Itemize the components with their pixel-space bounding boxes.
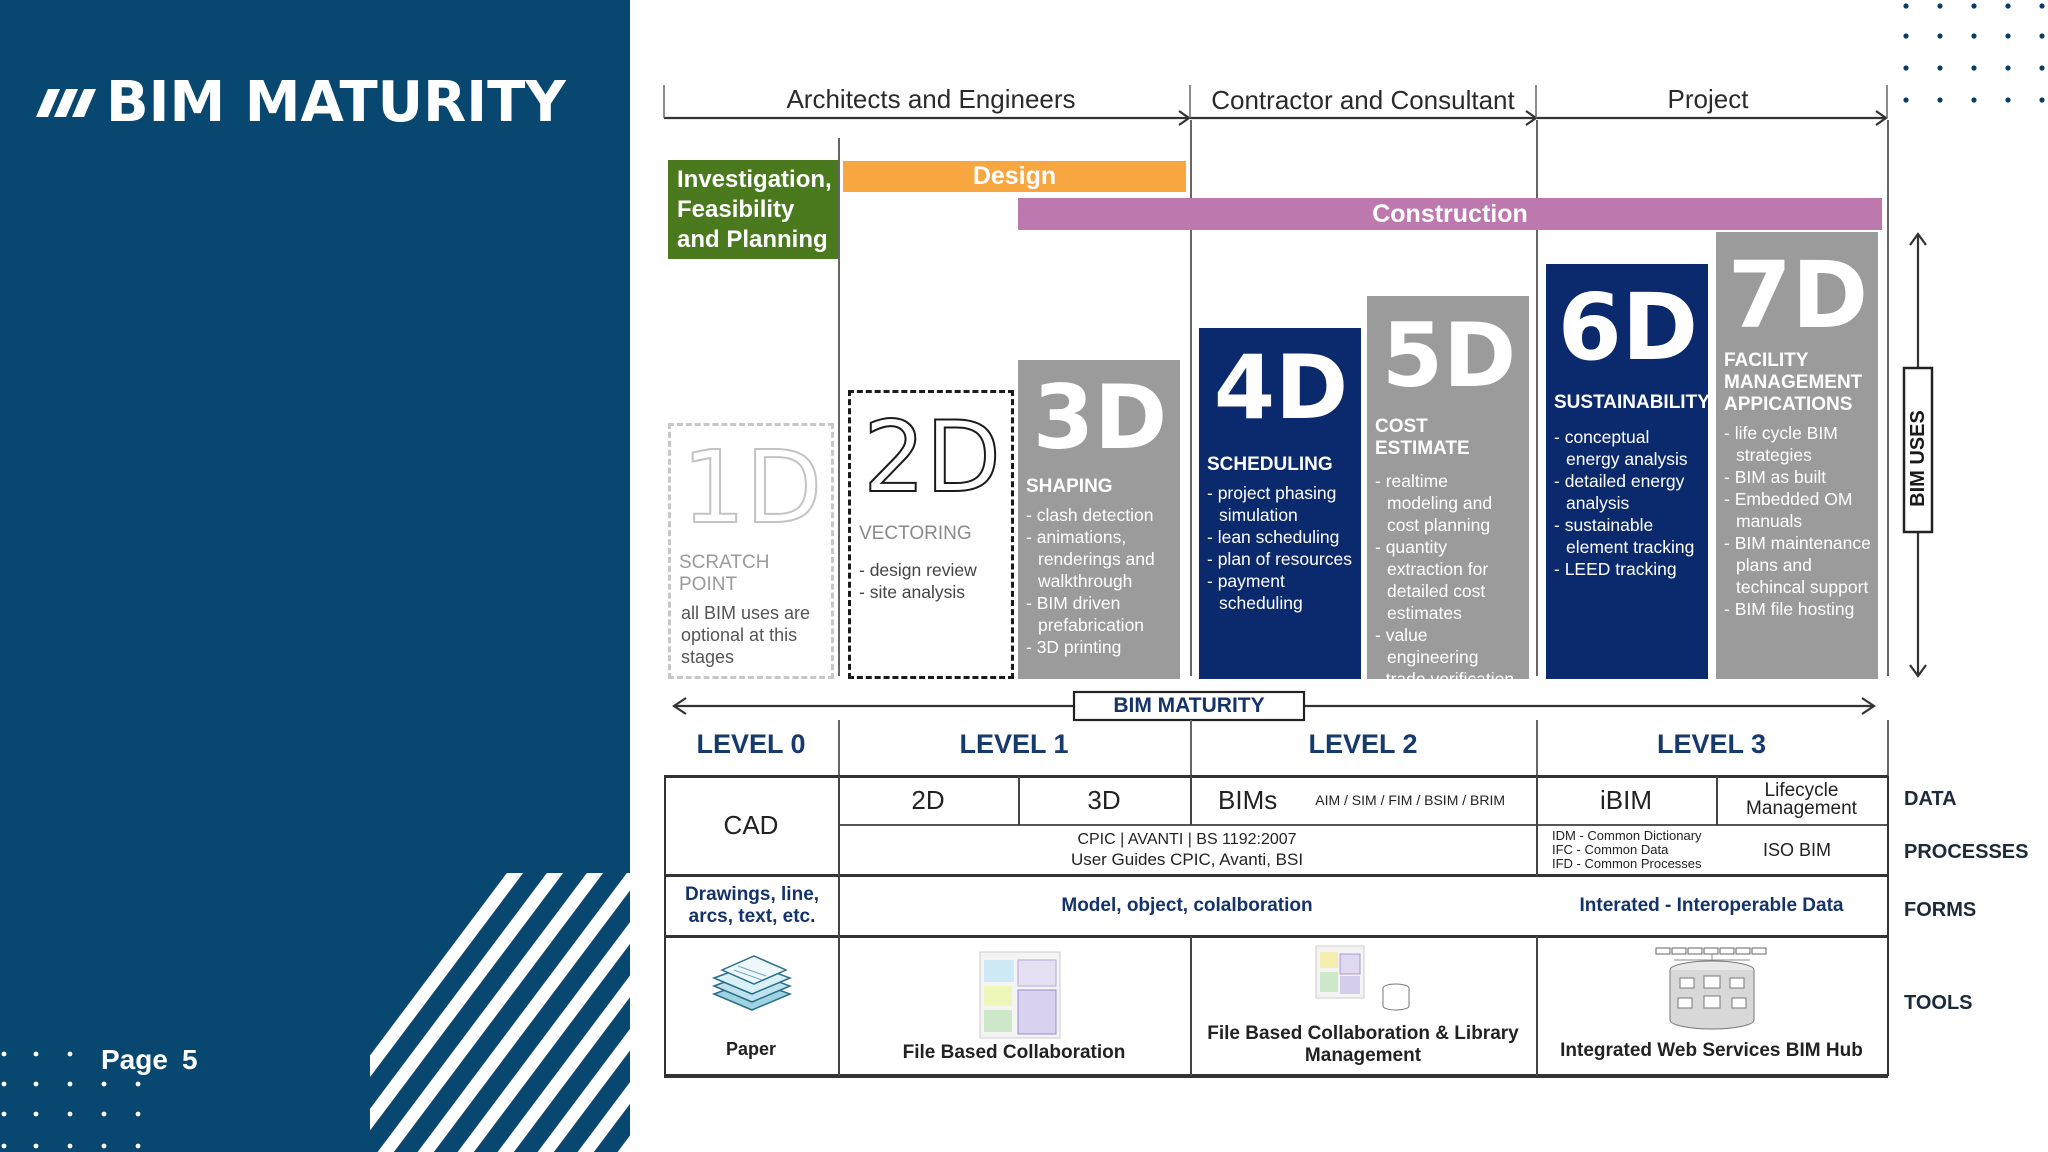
card-7d (1716, 232, 1878, 679)
card-5d-item: - value engineering (1375, 624, 1523, 668)
library-management-icon (1314, 944, 1424, 1014)
page-indicator (101, 1044, 198, 1076)
bim-uses-label-wrap (1890, 376, 1946, 540)
card-5d-item: - trade verification (1375, 668, 1523, 690)
column-guide (1887, 120, 1889, 676)
row-label-tools: TOOLS (1904, 992, 1973, 1014)
forms-l3: Interated - Interoperable Data (1579, 895, 1844, 916)
table-border (664, 935, 1888, 938)
card-6d-list (1554, 426, 1702, 580)
slash-stripes-icon (34, 85, 98, 121)
data-2d: 2D (911, 784, 945, 815)
processes-l12 (838, 826, 1536, 874)
card-6d-item: - sustainable element tracking (1554, 514, 1702, 558)
column-guide (1536, 720, 1538, 776)
card-4d-item: - plan of resources (1207, 548, 1355, 570)
processes-iso: ISO BIM (1762, 839, 1831, 860)
processes-l3-item: IFC - Common Data (1552, 842, 1669, 857)
card-4d-item: - project phasing simulation (1207, 482, 1355, 526)
card-4d-list (1207, 482, 1355, 614)
card-3d-item: - clash detection (1026, 504, 1174, 526)
level-1: LEVEL 1 (959, 729, 1069, 759)
level-3: LEVEL 3 (1656, 729, 1767, 759)
tool-library-management: File Based Collaboration & Library Management (1207, 1023, 1519, 1066)
table-border (664, 1074, 1888, 1078)
phase-arrows (664, 80, 1894, 130)
level-0: LEVEL 0 (696, 729, 806, 759)
card-3d-title: 3D (1032, 366, 1168, 469)
bim-maturity-diagram (664, 0, 2029, 1100)
data-lifecycle: Lifecycle Management (1746, 780, 1857, 819)
stage-investigation (668, 160, 838, 259)
phase-contractor: Contractor and Consultant (1211, 85, 1515, 115)
processes-l12-line2: User Guides CPIC, Avanti, BSI (1070, 850, 1304, 869)
column-guide (838, 720, 840, 776)
card-4d-item: - lean scheduling (1207, 526, 1355, 548)
card-3d-item: - 3D printing (1026, 636, 1174, 658)
phase-project: Project (1667, 84, 1749, 114)
stage-investigation-label: Investigation, Feasibility and Planning (677, 165, 832, 253)
page-number: 5 (181, 1044, 198, 1075)
card-5d-item: - realtime modeling and cost planning (1375, 470, 1523, 536)
card-3d (1018, 360, 1180, 679)
card-5d-item: - quantity extraction for detailed cost estimates (1375, 536, 1523, 624)
data-bims-sub: AIM / SIM / FIM / BSIM / BRIM (1315, 792, 1506, 808)
bim-maturity-label: BIM MATURITY (1113, 694, 1265, 717)
slide-title: BIM MATURITY (106, 70, 566, 135)
data-bims-label: BIMs (1218, 784, 1278, 815)
card-7d-item: - life cycle BIM strategies (1724, 422, 1872, 466)
card-4d-heading: SCHEDULING (1207, 454, 1333, 475)
column-guide (1190, 720, 1192, 776)
column-guide (838, 138, 840, 676)
level-2: LEVEL 2 (1308, 729, 1418, 759)
diagonal-stripes-decoration (370, 873, 630, 1152)
page-label: Page (101, 1044, 168, 1075)
data-3d: 3D (1087, 784, 1121, 815)
card-7d-heading: FACILITY MANAGEMENT APPICATIONS (1724, 350, 1863, 415)
data-cad: CAD (723, 809, 779, 840)
table-border (1887, 776, 1889, 1076)
bim-uses-label: BIM USES (1906, 409, 1929, 507)
card-7d-item: - BIM as built (1724, 466, 1872, 488)
card-2d-item: - site analysis (859, 581, 1005, 603)
card-6d-title: 6D (1557, 274, 1699, 381)
bim-hub-server-icon (1654, 944, 1774, 1034)
card-3d-item: - animations, renderings and walkthrough (1026, 526, 1174, 592)
card-6d (1546, 264, 1708, 679)
card-5d (1367, 296, 1529, 733)
card-3d-list (1026, 504, 1174, 658)
card-7d-item: - Embedded OM manuals (1724, 488, 1872, 532)
card-5d-item: - prefabrication solution (1375, 690, 1523, 734)
card-7d-title: 7D (1727, 242, 1869, 349)
stage-construction-label: Construction (1372, 199, 1528, 228)
processes-l3-list (1552, 829, 1742, 871)
stage-construction (1018, 198, 1882, 230)
card-6d-item: - conceptual energy analysis (1554, 426, 1702, 470)
forms-l12: Model, object, colalboration (1061, 895, 1313, 916)
card-6d-heading: SUSTAINABILITY (1554, 392, 1710, 413)
card-7d-item: - BIM maintenance plans and techincal support (1724, 532, 1872, 598)
processes-l3-item: IDM - Common Dictionary (1552, 828, 1702, 843)
column-guide (1887, 720, 1889, 776)
title-row (34, 70, 566, 135)
tool-paper: Paper (725, 1038, 777, 1059)
card-2d-title: 2D (863, 401, 1001, 515)
card-6d-item: - detailed energy analysis (1554, 470, 1702, 514)
tool-bim-hub: Integrated Web Services BIM Hub (1560, 1040, 1863, 1061)
card-1d-text: all BIM uses are optional at this stages (681, 602, 811, 667)
card-2d (848, 390, 1014, 679)
processes-l3-item: IFD - Common Processes (1552, 856, 1702, 871)
card-7d-list (1724, 422, 1872, 620)
phase-architects: Architects and Engineers (786, 84, 1076, 114)
card-3d-item: - BIM driven prefabrication (1026, 592, 1174, 636)
tool-file-collaboration: File Based Collaboration (902, 1042, 1126, 1063)
card-4d-title: 4D (1213, 336, 1349, 439)
card-5d-heading: COST ESTIMATE (1375, 416, 1470, 459)
card-1d-title: 1D (681, 429, 823, 546)
card-6d-item: - LEED tracking (1554, 558, 1702, 580)
card-4d (1199, 328, 1361, 679)
row-label-data: DATA (1904, 788, 1957, 810)
stage-design (843, 161, 1186, 192)
card-7d-item: - BIM file hosting (1724, 598, 1872, 620)
paper-stack-icon (708, 952, 796, 1024)
card-3d-heading: SHAPING (1026, 476, 1113, 497)
row-label-processes: PROCESSES (1904, 841, 2029, 863)
row-label-forms: FORMS (1904, 899, 1977, 921)
forms-l0: Drawings, line, arcs, text, etc. (684, 884, 820, 927)
card-2d-item: - design review (859, 559, 1005, 581)
card-2d-heading: VECTORING (859, 523, 972, 544)
data-bims (1190, 776, 1536, 824)
data-ibim: iBIM (1600, 784, 1652, 815)
card-2d-list (859, 559, 1005, 603)
card-1d (668, 423, 834, 679)
file-collaboration-icon (978, 950, 1064, 1040)
left-panel (0, 0, 630, 1152)
stage-design-label: Design (972, 162, 1057, 190)
card-4d-item: - payment scheduling (1207, 570, 1355, 614)
card-1d-heading: SCRATCH POINT (679, 552, 770, 595)
processes-l12-line1: CPIC | AVANTI | BS 1192:2007 (1077, 831, 1297, 848)
card-5d-title: 5D (1381, 304, 1517, 407)
